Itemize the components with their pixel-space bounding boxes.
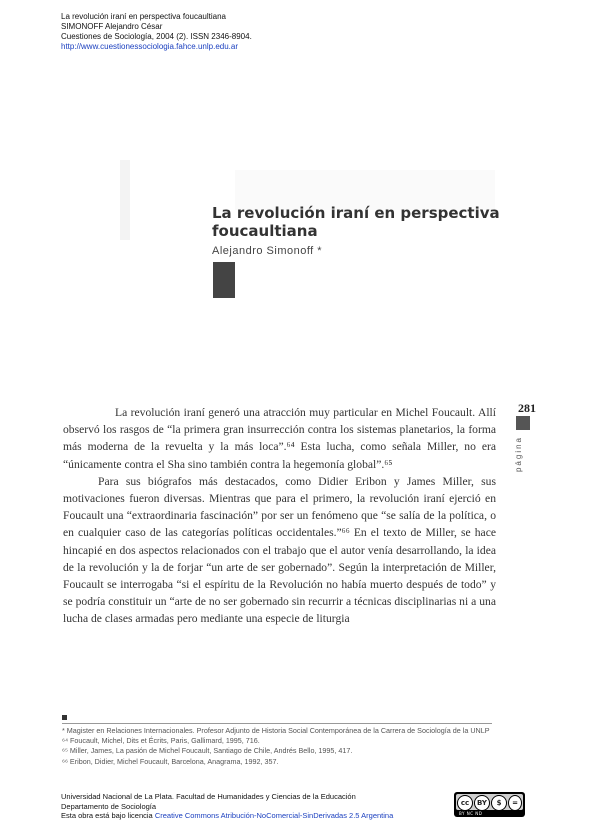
article-author: Alejandro Simonoff * (212, 245, 323, 257)
footnote-marker (62, 715, 67, 720)
footnotes (62, 726, 494, 767)
header-link[interactable]: http://www.cuestionessociologia.fahce.unlp.edu.ar (61, 42, 238, 51)
license-prefix: Esta obra está bajo licencia (61, 811, 155, 820)
cc-badge-inner (456, 794, 523, 810)
cc-icon: cc (457, 795, 473, 811)
footnote-64: ⁶⁴ Foucault, Michel, Dits et Écrits, Paris, Gallimard, 1995, 716. (62, 736, 260, 746)
attribution-icon: BY (474, 795, 490, 811)
page-marker (516, 416, 530, 430)
footnote-author: * Magister en Relaciones Internacionales. Profesor Adjunto de Historia Social Contemporánea de la Carrera de Sociología de la UNLP (62, 726, 490, 735)
citation-header (61, 12, 252, 52)
header-title: La revolución iraní en perspectiva foucaultiana (61, 12, 226, 21)
title-line-2: foucaultiana (212, 222, 318, 240)
footnote-66: ⁶⁶ Eribon, Didier, Michel Foucault, Barcelona, Anagrama, 1992, 357. (62, 756, 279, 766)
header-journal: Cuestiones de Sociología, 2004 (2). ISSN 2346-8904. (61, 32, 252, 41)
cc-license-badge[interactable] (454, 792, 525, 817)
header-author: SIMONOFF Alejandro César (61, 22, 163, 31)
author-photo (213, 262, 235, 298)
footnote-65: ⁶⁵ Miller, James, La pasión de Michel Foucault, Santiago de Chile, Andrés Bello, 1995, 417. (62, 746, 353, 756)
institution-footer (61, 792, 393, 821)
footer-department: Departamento de Sociología (61, 801, 157, 811)
noncommercial-icon: $ (491, 795, 507, 811)
body-paragraph-2: Para sus biógrafos más destacados, como Didier Eribon y James Miller, sus motivaciones fueron diversas. Mientras que para el primero, la revolución iraní ejerció en Foucault una “extraordinaria fascinación” por ser un fenómeno que “se salía de la política, o en cualquier caso de las categorías políticas occidentales.”⁶⁶ En el texto de Miller, se hace hincapié en dos aspectos relacionados con el trabajo que el autor venía desarrollando, la idea de la revolución y la de forjar “un arte de ser gobernado”. Según la interpretación de Miller, Foucault se interrogaba “si el espíritu de la Revolución no había muerto después de todo” y se podría constituir un “arte de no ser gobernado sin recurrir a técnicas disciplinarias ni a una lucha de clases armadas pero mediante una especie de liturgia (63, 474, 496, 626)
footnote-rule (62, 723, 492, 724)
noderivatives-icon: = (508, 795, 522, 811)
license-link[interactable]: Creative Commons Atribución-NoComercial-SinDerivadas 2.5 Argentina (154, 811, 394, 820)
body-paragraph-1: La revolución iraní generó una atracción muy particular en Michel Foucault. Allí observó los rasgos de “la primera gran insurrección contra los sistemas planetarios, la forma más moderna de la revuelta y la más loca”.⁶⁴ Esta lucha, como señala Miller, no era “únicamente contra el Sha sino también contra la hegemonía global”.⁶⁵ (63, 406, 496, 471)
article-title (212, 204, 500, 240)
scan-shadow-block (120, 160, 130, 240)
article-body (63, 404, 496, 628)
page-label: página (514, 436, 523, 473)
title-line-1: La revolución iraní en perspectiva (212, 204, 500, 222)
page-number: 281 (518, 401, 536, 415)
cc-badge-caption: BY NC ND (459, 811, 483, 816)
footer-license (61, 811, 393, 821)
footer-university: Universidad Nacional de La Plata. Facultad de Humanidades y Ciencias de la Educación (61, 792, 356, 801)
